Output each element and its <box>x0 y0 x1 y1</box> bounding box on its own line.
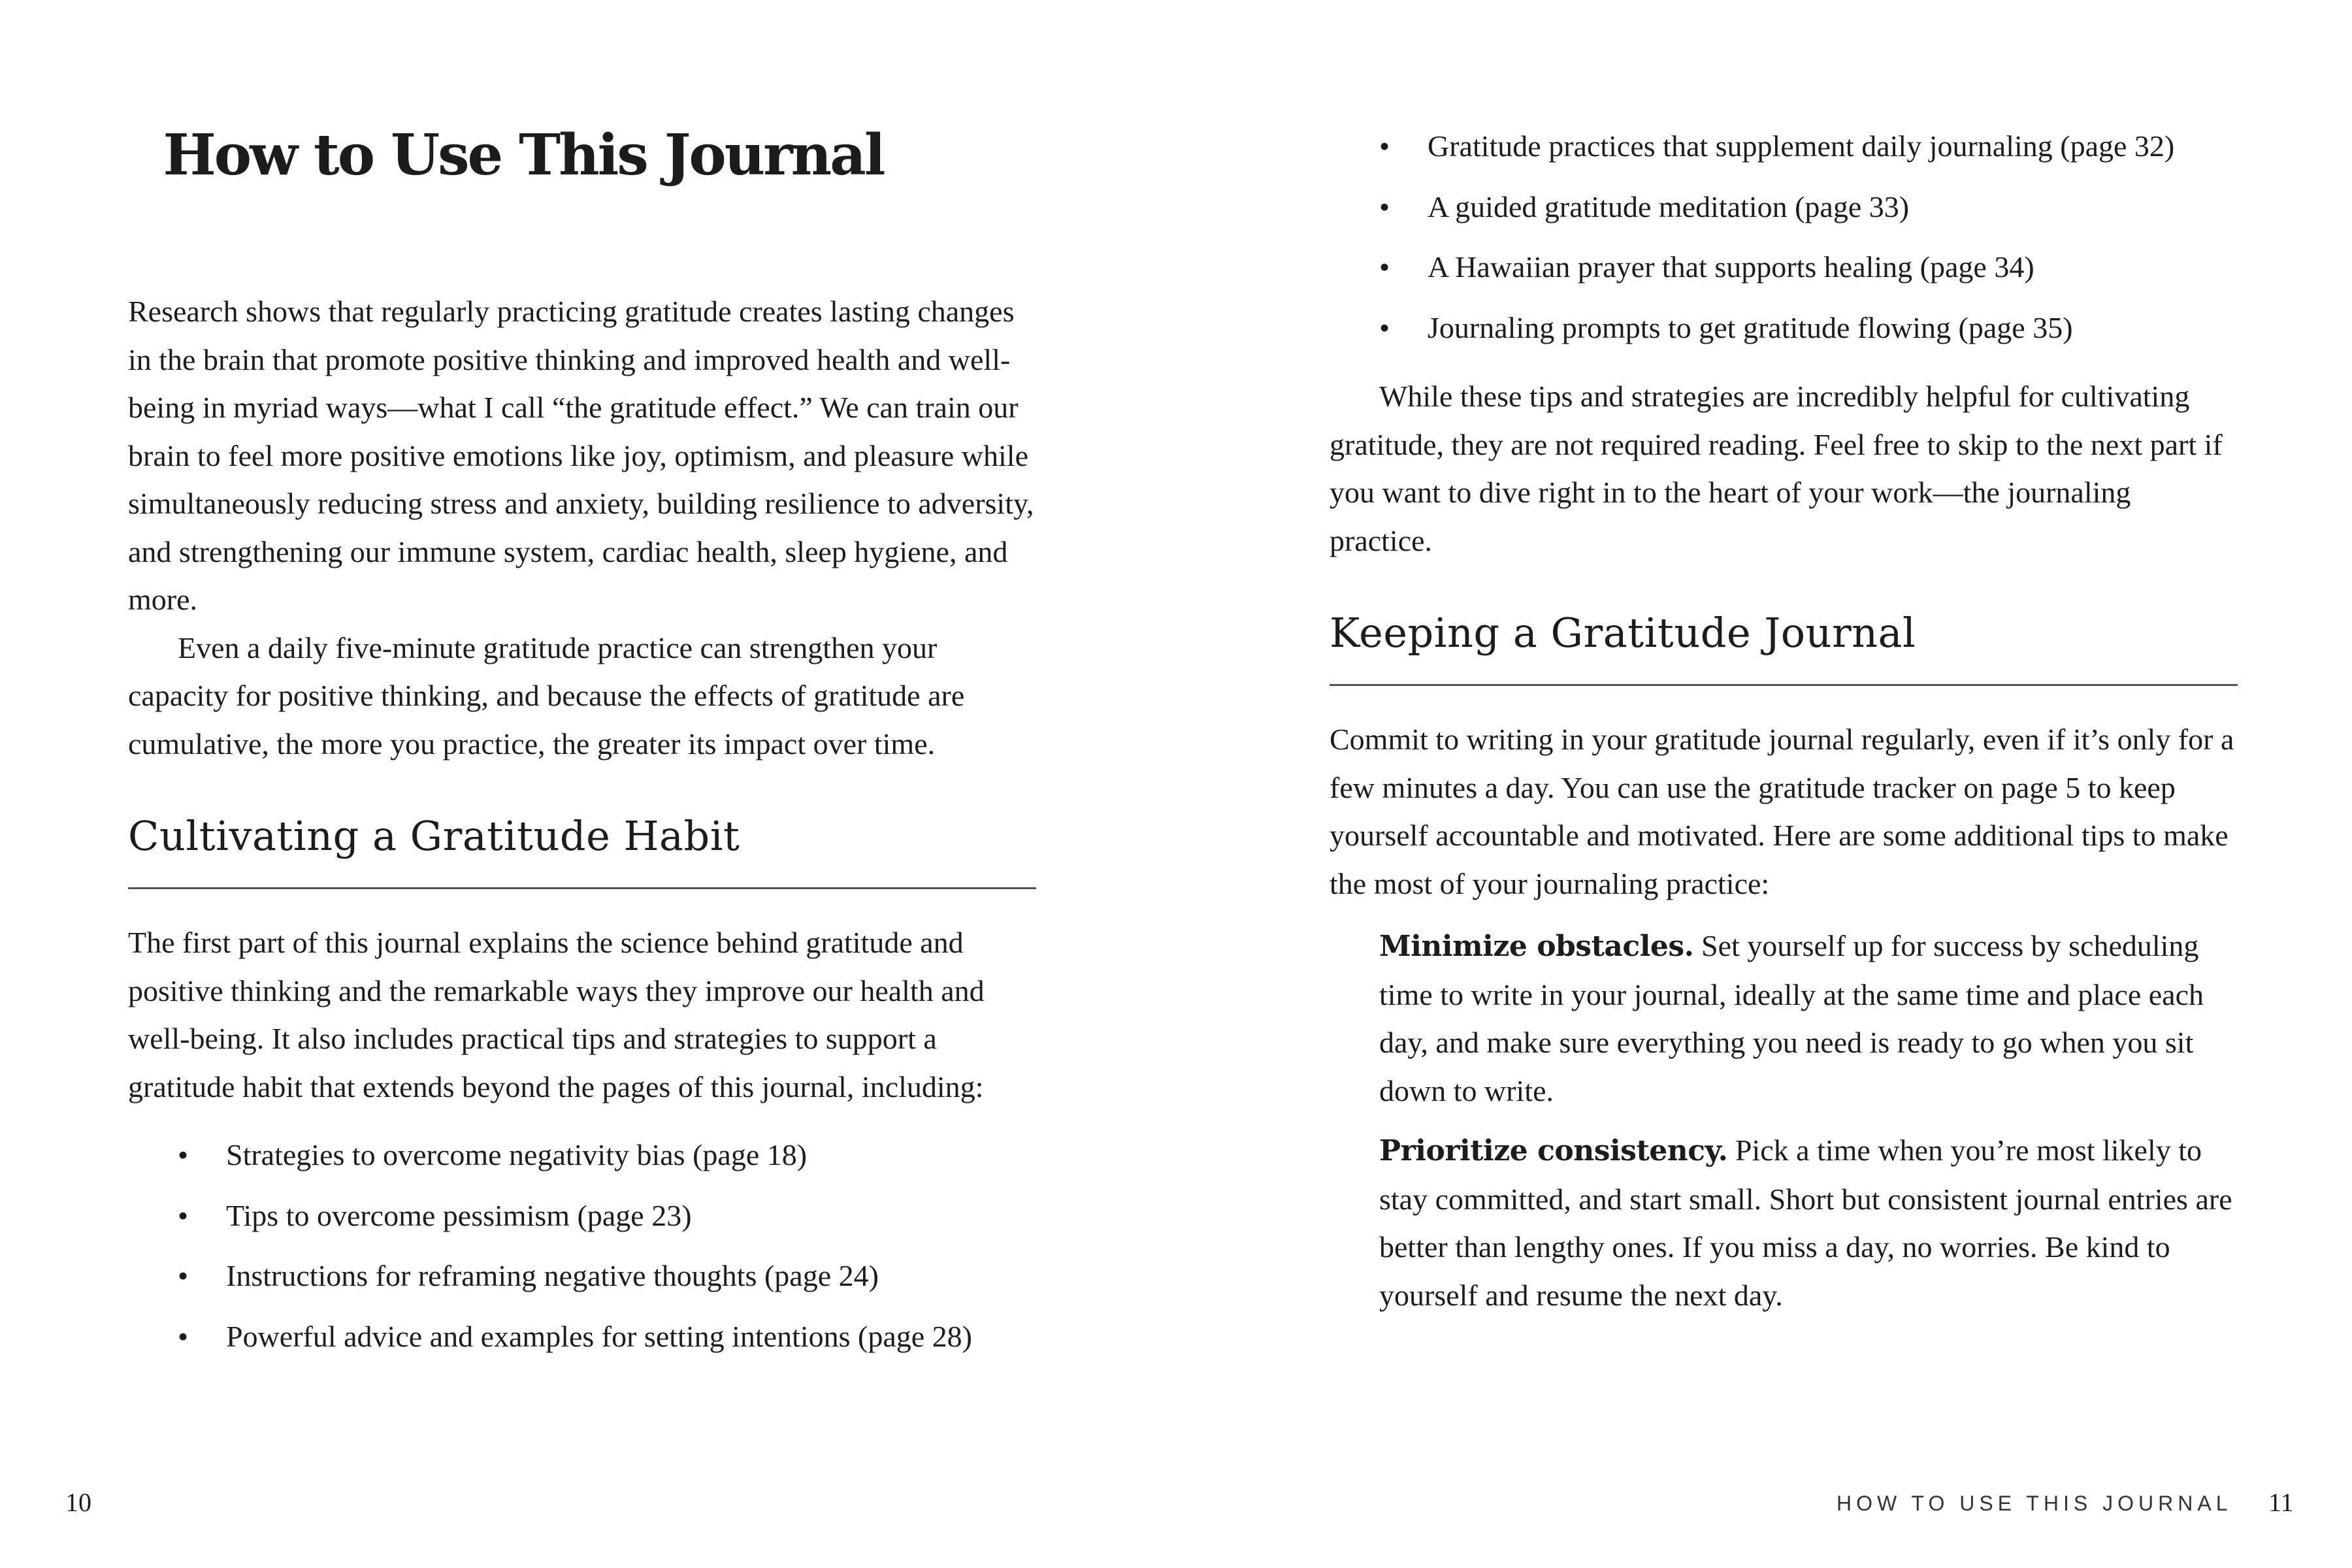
section-heading-cultivating: Cultivating a Gratitude Habit <box>128 807 1036 889</box>
list-item <box>1330 116 2238 177</box>
bullet-icon: • <box>178 1319 189 1353</box>
bullet-icon: • <box>178 1138 189 1171</box>
page-title: How to Use This Journal <box>163 122 884 188</box>
right-column <box>1330 116 2238 1319</box>
list-item <box>1330 177 2238 238</box>
section-heading-keeping: Keeping a Gratitude Journal <box>1330 604 2238 686</box>
intro-paragraph-2: Even a daily five-minute gratitude practice can strengthen your capacity for positive thinking, and because the effects of gratitude are cumulative, the more you practice, the greater its impact over time. <box>128 630 965 760</box>
tip-lead: Prioritize consistency. <box>1379 1134 1728 1168</box>
page-number-left: 10 <box>65 1488 91 1517</box>
list-item-text: Gratitude practices that supplement daily journaling (page 32) <box>1428 129 2175 163</box>
list-item <box>128 1307 1036 1367</box>
list-item-text: Powerful advice and examples for setting intentions (page 28) <box>226 1319 973 1353</box>
list-item-text: Tips to overcome pessimism (page 23) <box>226 1198 692 1232</box>
list-item <box>1330 298 2238 359</box>
tip-prioritize-consistency <box>1330 1126 2238 1319</box>
list-item-text: Instructions for reframing negative thoughts (page 24) <box>226 1259 879 1292</box>
bullet-icon: • <box>1379 189 1390 223</box>
tip-lead: Minimize obstacles. <box>1379 930 1694 963</box>
list-item <box>128 1125 1036 1186</box>
list-item <box>128 1186 1036 1247</box>
list-item-text: A Hawaiian prayer that supports healing (page 34) <box>1428 250 2034 284</box>
section-paragraph-keeping: Commit to writing in your gratitude journal regularly, even if it’s only for a few minutes a day. You can use the gratitude tracker on page 5 to keep yourself accountable and motivated. Here are some additional tips to make the most of your journaling practice: <box>1330 723 2234 900</box>
tip-text: Set yourself up for success by scheduling time to write in your journal, ideally at the same time and place each day, and make sure everything you need is ready to go when you sit down to write. <box>1379 929 2204 1107</box>
bullet-icon: • <box>1379 250 1390 284</box>
bullet-icon: • <box>1379 310 1390 344</box>
tip-text: Pick a time when you’re most likely to stay committed, and start small. Short but consistent journal entries are better than lengthy ones. If you miss a day, no worries. Be kind to yourself and resume the next day. <box>1379 1134 2232 1312</box>
intro-paragraph-1: Research shows that regularly practicing gratitude creates lasting changes in the brain that promote positive thinking and improved health and well-being in myriad ways—what I call “the gratitude effect.” We can train our brain to feel more positive emotions like joy, optimism, and pleasure while simultaneously reducing stress and anxiety, building resilience to adversity, and strengthening our immune system, cardiac health, sleep hygiene, and more. <box>128 295 1034 616</box>
list-item-text: Strategies to overcome negativity bias (page 18) <box>226 1138 808 1171</box>
list-item-text: Journaling prompts to get gratitude flowing (page 35) <box>1428 310 2073 344</box>
running-head: HOW TO USE THIS JOURNAL <box>1837 1492 2232 1515</box>
list-item-text: A guided gratitude meditation (page 33) <box>1428 189 1910 223</box>
right-page <box>1176 0 2352 1568</box>
continuation-paragraph: While these tips and strategies are incredibly helpful for cultivating gratitude, they are not required reading. Feel free to skip to the next part if you want to dive right in to the heart of your work—the journaling practice. <box>1330 380 2223 557</box>
section-paragraph-cultivating: The first part of this journal explains the science behind gratitude and positive thinking and the remarkable ways they improve our health and well-being. It also includes practical tips and strategies to support a gratitude habit that extends beyond the pages of this journal, including: <box>128 926 985 1103</box>
tip-minimize-obstacles <box>1330 922 2238 1115</box>
bullet-icon: • <box>178 1259 189 1292</box>
tips-list <box>1330 922 2238 1319</box>
left-column <box>128 287 1036 1367</box>
list-item <box>1330 237 2238 298</box>
right-bullet-list <box>1330 116 2238 358</box>
list-item <box>128 1246 1036 1307</box>
left-bullet-list <box>128 1125 1036 1367</box>
bullet-icon: • <box>1379 129 1390 163</box>
bullet-icon: • <box>178 1198 189 1232</box>
page-number-right: 11 <box>2268 1488 2294 1517</box>
